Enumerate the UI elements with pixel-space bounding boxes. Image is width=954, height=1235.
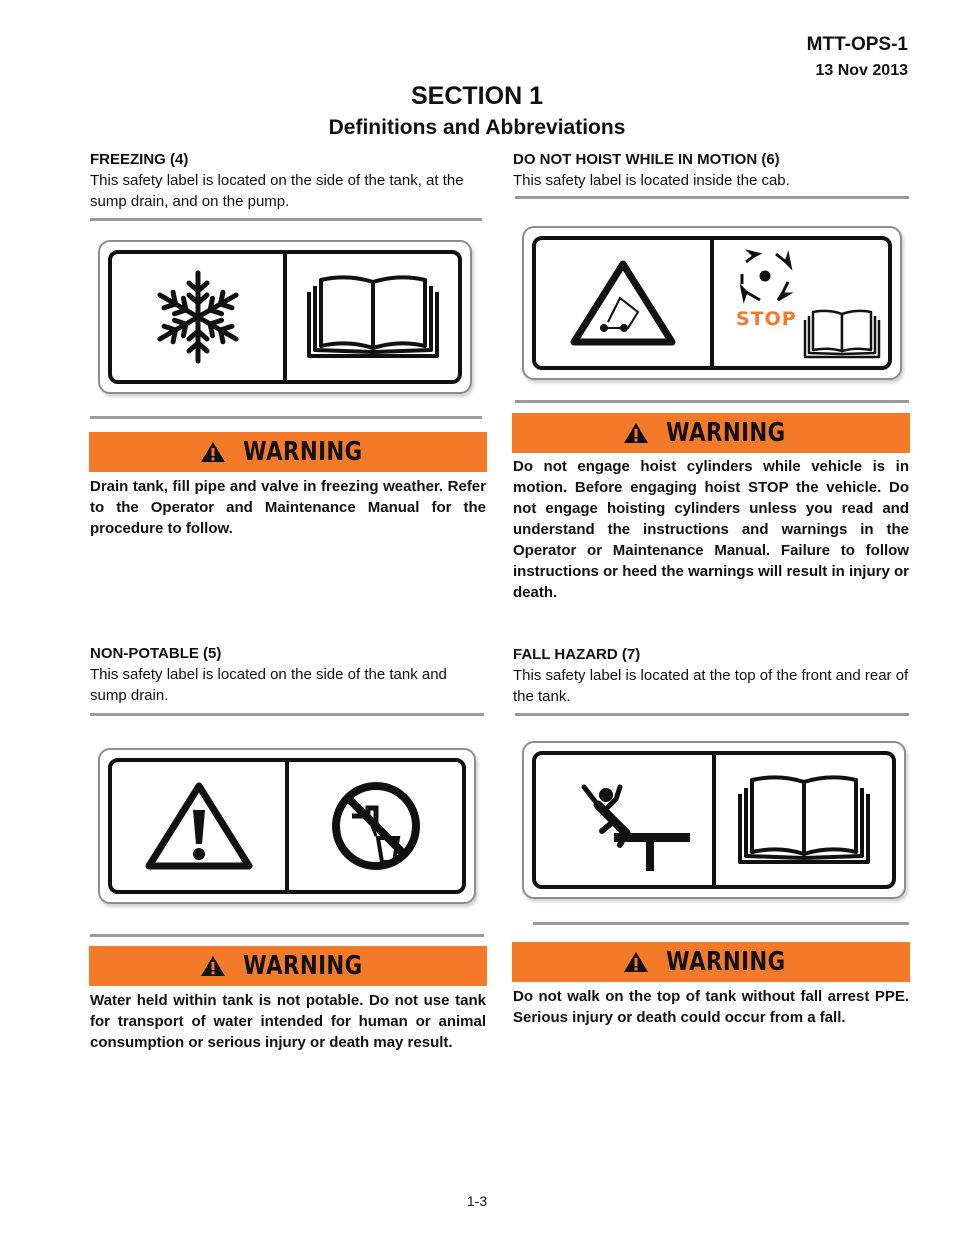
tipping-truck-warning-icon (536, 240, 710, 366)
warning-message: Water held within tank is not potable. Do not use tank for transport of water intended for human or animal consumption or serious injury or death may result. (90, 992, 486, 1051)
divider (90, 934, 484, 937)
exclamation-warning-icon (112, 762, 285, 890)
label-description: This safety label is located on the side of the tank, at the sump drain, and on the pump. (90, 172, 464, 210)
label-description: This safety label is located on the side of the tank and sump drain. (90, 666, 447, 704)
freezing-safety-label (98, 240, 472, 394)
manual-book-icon (283, 254, 458, 380)
warning-banner (89, 946, 487, 986)
label-description: This safety label is located at the top of the front and rear of the tank. (513, 667, 909, 705)
warning-message: Drain tank, fill pipe and valve in freezing weather. Refer to the Operator and Maintenance Manual for the procedure to follow. (90, 478, 486, 537)
hoist-label-heading (513, 150, 909, 191)
divider (90, 713, 484, 716)
section-subtitle: Definitions and Abbreviations (328, 116, 626, 139)
label-title: FALL HAZARD (7) (513, 646, 641, 663)
fall-hazard-label-heading (513, 645, 909, 707)
warning-word: WARNING (243, 437, 363, 467)
page-number: 1-3 (466, 1193, 488, 1209)
snowflake-icon (112, 254, 283, 380)
label-title: FREEZING (4) (90, 151, 189, 168)
divider (90, 416, 482, 419)
stop-text: STOP (736, 308, 797, 330)
hoist-safety-label (522, 226, 902, 380)
warning-word: WARNING (243, 951, 363, 981)
divider (90, 218, 482, 221)
label-description: This safety label is located inside the cab. (513, 172, 790, 189)
warning-message: Do not walk on the top of tank without fall arrest PPE. Serious injury or death could occur from a fall. (513, 988, 909, 1026)
warning-triangle-icon (623, 950, 649, 974)
no-drinking-water-icon (285, 762, 462, 890)
divider (515, 713, 909, 716)
freezing-label-heading (90, 150, 486, 212)
document-date: 13 Nov 2013 (815, 62, 908, 79)
manual-book-icon (802, 308, 882, 360)
warning-banner (512, 942, 910, 982)
warning-word: WARNING (666, 418, 786, 448)
non-potable-label-heading (90, 644, 486, 706)
warning-word: WARNING (666, 947, 786, 977)
divider (515, 196, 909, 199)
non-potable-safety-label (98, 748, 476, 904)
warning-triangle-icon (623, 421, 649, 445)
label-title: DO NOT HOIST WHILE IN MOTION (6) (513, 151, 780, 168)
person-falling-icon (536, 755, 712, 885)
warning-banner (512, 413, 910, 453)
divider (515, 400, 909, 403)
rotating-arrows-icon (730, 246, 800, 306)
section-title: SECTION 1 (411, 82, 543, 110)
warning-banner (89, 432, 487, 472)
warning-triangle-icon (200, 440, 226, 464)
divider (533, 922, 909, 925)
warning-triangle-icon (200, 954, 226, 978)
fall-hazard-safety-label (522, 741, 906, 899)
manual-book-icon (712, 755, 892, 885)
warning-message: Do not engage hoist cylinders while vehicle is in motion. Before engaging hoist STOP the vehicle. Do not engage hoisting cylinders unless you read and understand the instructions and warnings in the Operator or Maintenance Manual. Failure to follow instructions or heed the warnings will result in injury or death. (513, 458, 909, 601)
document-id: MTT-OPS-1 (806, 34, 908, 55)
label-title: NON-POTABLE (5) (90, 645, 222, 662)
